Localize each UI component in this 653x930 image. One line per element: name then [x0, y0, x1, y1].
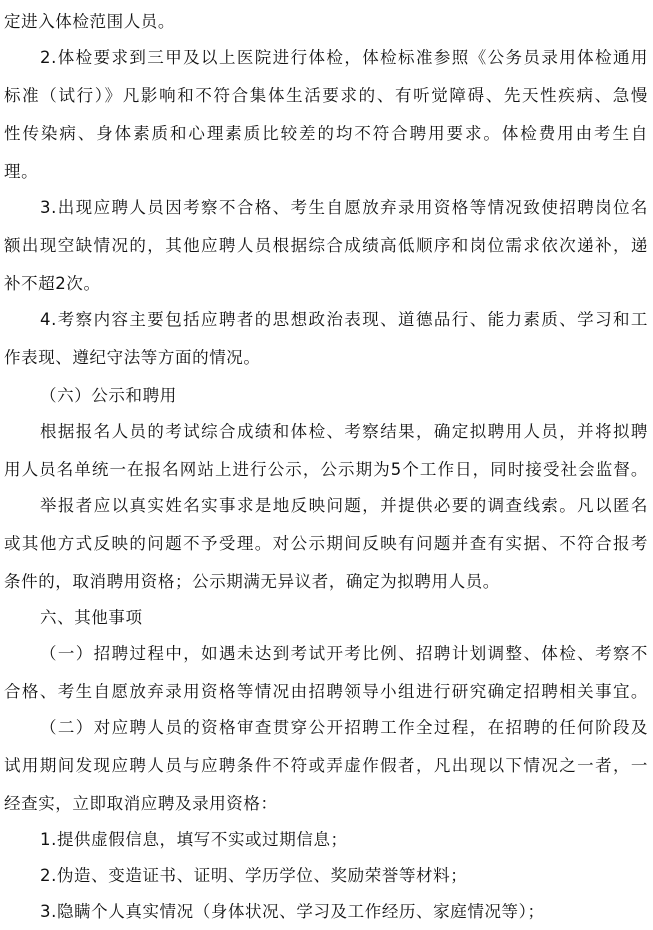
list-item: 1.提供虚假信息，填写不实或过期信息；	[40, 830, 348, 849]
text-line: 或其他方式反映的问题不予受理。对公示期间反映有问题并查有实据、不符合报考	[4, 534, 648, 553]
list-item: 3.隐瞒个人真实情况（身体状况、学习及工作经历、家庭情况等）；	[40, 902, 545, 921]
text-line: 2.体检要求到三甲及以上医院进行体检，体检标准参照《公务员录用体检通用	[40, 48, 648, 67]
text-line: 试用期间发现应聘人员与应聘条件不符或弄虚作假者，凡出现以下情况之一者，一	[4, 756, 648, 775]
text-line: 补不超2次。	[4, 274, 101, 293]
text-line: 根据报名人员的考试综合成绩和体检、考察结果，确定拟聘用人员，并将拟聘	[40, 422, 648, 441]
list-item: 2.伪造、变造证书、证明、学历学位、奖励荣誉等材料；	[40, 866, 468, 885]
text-line: 举报者应以真实姓名实事求是地反映问题，并提供必要的调查线索。凡以匿名	[40, 496, 648, 515]
text-line: （一）招聘过程中，如遇未达到考试开考比例、招聘计划调整、体检、考察不	[40, 644, 648, 663]
text-line: 额出现空缺情况的，其他应聘人员根据综合成绩高低顺序和岗位需求依次递补，递	[4, 236, 648, 255]
text-line: 条件的，取消聘用资格；公示期满无异议者，确定为拟聘用人员。	[4, 572, 500, 591]
text-line: （二）对应聘人员的资格审查贯穿公开招聘工作全过程，在招聘的任何阶段及	[40, 718, 648, 737]
text-line: 合格、考生自愿放弃录用资格等情况由招聘领导小组进行研究确定招聘相关事宜。	[4, 682, 648, 701]
text-line: 理。	[4, 162, 39, 181]
text-line: 4.考察内容主要包括应聘者的思想政治表现、道德品行、能力素质、学习和工	[40, 310, 648, 329]
text-line: 作表现、遵纪守法等方面的情况。	[4, 348, 261, 367]
text-line: 性传染病、身体素质和心理素质比较差的均不符合聘用要求。体检费用由考生自	[4, 124, 648, 143]
text-line: 标准（试行）》凡影响和不符合集体生活要求的、有听觉障碍、先天性疾病、急慢	[4, 86, 648, 105]
text-line: 用人员名单统一在报名网站上进行公示，公示期为5个工作日，同时接受社会监督。	[4, 460, 648, 479]
section-heading: 六、其他事项	[40, 608, 143, 627]
text-line: 定进入体检范围人员。	[4, 12, 175, 31]
text-line: 经查实，立即取消应聘及录用资格：	[4, 794, 278, 813]
section-heading: （六）公示和聘用	[40, 386, 177, 405]
text-line: 3.出现应聘人员因考察不合格、考生自愿放弃录用资格等情况致使招聘岗位名	[40, 198, 648, 217]
